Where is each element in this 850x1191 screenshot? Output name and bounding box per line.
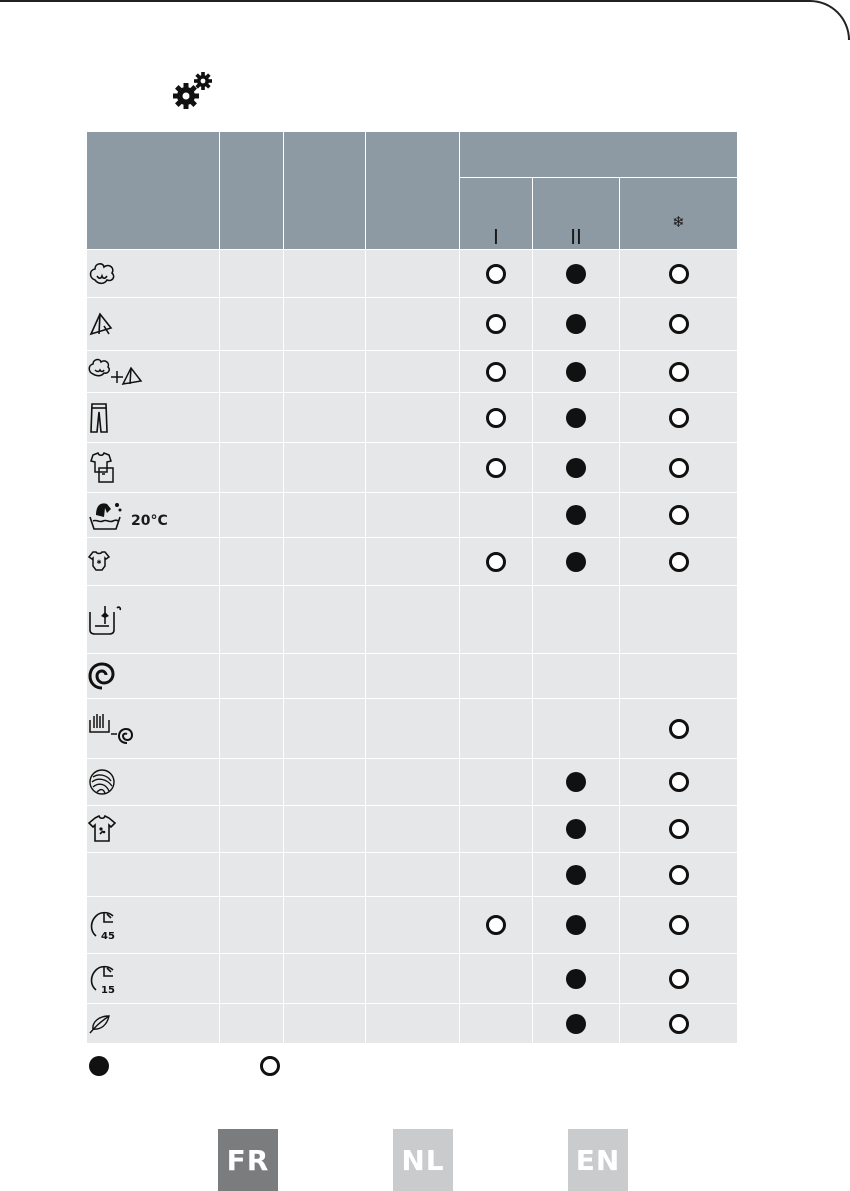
option-cell-3 — [620, 250, 738, 298]
option-cell-3 — [620, 298, 738, 351]
program-cell — [87, 759, 220, 806]
value-cell — [284, 493, 366, 538]
stained-shirt-icon — [87, 815, 117, 843]
filled-dot-mark — [566, 969, 586, 989]
ring-mark — [669, 772, 689, 792]
filled-dot-mark — [566, 362, 586, 382]
quick-45-icon — [87, 908, 121, 942]
value-cell — [284, 250, 366, 298]
header-option-2: II — [533, 178, 620, 250]
spin-icon — [87, 661, 117, 691]
ring-mark — [486, 552, 506, 572]
option-cell-1 — [460, 538, 533, 586]
table-row — [87, 759, 738, 806]
filled-dot-mark — [566, 408, 586, 428]
option-cell-2 — [533, 897, 620, 954]
value-cell — [284, 443, 366, 493]
hand-wash-icon — [87, 499, 127, 531]
value-cell — [220, 538, 284, 586]
ring-mark — [486, 314, 506, 334]
legend-filled — [89, 1056, 117, 1076]
option-cell-3 — [620, 954, 738, 1004]
option-cell-1 — [460, 393, 533, 443]
program-cell — [87, 250, 220, 298]
value-cell — [220, 443, 284, 493]
ring-mark — [486, 264, 506, 284]
value-cell — [220, 954, 284, 1004]
option-cell-1 — [460, 853, 533, 897]
value-cell — [366, 1004, 460, 1044]
header-col-2 — [220, 132, 284, 250]
option-cell-2 — [533, 853, 620, 897]
header-option-3: ❄ — [620, 178, 738, 250]
filled-dot-mark — [566, 1014, 586, 1034]
value-cell — [284, 1004, 366, 1044]
table-row — [87, 853, 738, 897]
option-cell-3 — [620, 538, 738, 586]
option-cell-2 — [533, 806, 620, 853]
option-cell-1 — [460, 1004, 533, 1044]
option-cell-2 — [533, 443, 620, 493]
ring-mark — [486, 362, 506, 382]
header-option-1: I — [460, 178, 533, 250]
option-cell-2 — [533, 393, 620, 443]
value-cell — [366, 759, 460, 806]
option-cell-2 — [533, 298, 620, 351]
value-cell — [366, 699, 460, 759]
table-row — [87, 351, 738, 393]
legend-ring — [260, 1056, 288, 1076]
table-row — [87, 806, 738, 853]
ring-mark — [486, 408, 506, 428]
option-cell-1 — [460, 443, 533, 493]
table-row — [87, 393, 738, 443]
filled-dot-mark — [566, 314, 586, 334]
option-cell-2 — [533, 1004, 620, 1044]
svg-text:45: 45 — [101, 931, 115, 942]
value-cell — [284, 351, 366, 393]
table-row — [87, 897, 738, 954]
program-label: 20°C — [131, 513, 168, 529]
option-cell-1 — [460, 654, 533, 699]
value-cell — [220, 586, 284, 654]
filled-dot-mark — [566, 772, 586, 792]
value-cell — [284, 298, 366, 351]
ring-mark — [486, 458, 506, 478]
value-cell — [366, 586, 460, 654]
program-cell — [87, 806, 220, 853]
ring-mark — [669, 314, 689, 334]
ring-mark — [669, 408, 689, 428]
table-row — [87, 493, 738, 538]
value-cell — [220, 250, 284, 298]
svg-text:15: 15 — [101, 984, 115, 996]
cotton-icon — [87, 260, 117, 288]
value-cell — [366, 538, 460, 586]
quick-15-icon — [87, 962, 121, 996]
value-cell — [366, 897, 460, 954]
option-cell-1 — [460, 586, 533, 654]
value-cell — [220, 897, 284, 954]
program-cell — [87, 586, 220, 654]
option-cell-2 — [533, 538, 620, 586]
program-cell — [87, 443, 220, 493]
value-cell — [220, 351, 284, 393]
ring-mark — [669, 264, 689, 284]
mixed-cotton-synthetic-icon — [87, 357, 145, 387]
table-row — [87, 654, 738, 699]
ring-mark — [669, 362, 689, 382]
program-cell — [87, 493, 220, 538]
ring-mark — [669, 969, 689, 989]
header-col-3 — [284, 132, 366, 250]
ring-mark — [669, 505, 689, 525]
value-cell — [366, 853, 460, 897]
lang-tab-en[interactable]: EN — [568, 1129, 628, 1191]
drain-spin-icon — [87, 712, 135, 746]
value-cell — [220, 853, 284, 897]
filled-dot-mark — [566, 552, 586, 572]
ring-mark — [669, 552, 689, 572]
value-cell — [284, 806, 366, 853]
wool-icon — [87, 767, 117, 797]
eco-feather-icon — [87, 1013, 113, 1035]
value-cell — [284, 759, 366, 806]
program-cell — [87, 853, 220, 897]
option-cell-3 — [620, 393, 738, 443]
filled-dot-mark — [566, 505, 586, 525]
option-cell-3 — [620, 699, 738, 759]
value-cell — [284, 538, 366, 586]
svg-text:✱: ✱ — [96, 558, 102, 566]
value-cell — [366, 250, 460, 298]
option-cell-1 — [460, 759, 533, 806]
option-cell-2 — [533, 699, 620, 759]
value-cell — [220, 806, 284, 853]
option-cell-2 — [533, 493, 620, 538]
option-cell-1 — [460, 351, 533, 393]
value-cell — [366, 443, 460, 493]
option-cell-3 — [620, 351, 738, 393]
value-cell — [284, 853, 366, 897]
filled-dot-mark — [566, 264, 586, 284]
table-row — [87, 443, 738, 493]
value-cell — [284, 654, 366, 699]
filled-dot-mark — [566, 915, 586, 935]
option-cell-3 — [620, 806, 738, 853]
header-options-group — [460, 132, 738, 178]
mixed-clothes-icon — [87, 452, 117, 484]
table-row — [87, 1004, 738, 1044]
value-cell — [366, 393, 460, 443]
program-cell — [87, 699, 220, 759]
value-cell — [366, 954, 460, 1004]
value-cell — [366, 298, 460, 351]
program-options-table — [86, 131, 738, 1044]
value-cell — [284, 393, 366, 443]
table-row — [87, 699, 738, 759]
value-cell — [366, 351, 460, 393]
program-cell — [87, 654, 220, 699]
ring-mark — [669, 865, 689, 885]
value-cell — [284, 699, 366, 759]
option-cell-1 — [460, 699, 533, 759]
value-cell — [220, 493, 284, 538]
header-program — [87, 132, 220, 250]
value-cell — [366, 493, 460, 538]
program-cell — [87, 1004, 220, 1044]
header-col-4 — [366, 132, 460, 250]
value-cell — [284, 954, 366, 1004]
option-cell-1 — [460, 806, 533, 853]
ring-mark — [669, 1014, 689, 1034]
ring-mark — [669, 915, 689, 935]
program-cell — [87, 298, 220, 351]
table-row — [87, 298, 738, 351]
ring-mark — [669, 719, 689, 739]
option-cell-2 — [533, 759, 620, 806]
option-cell-2 — [533, 586, 620, 654]
filled-dot-mark — [566, 458, 586, 478]
value-cell — [220, 699, 284, 759]
ring-mark — [486, 915, 506, 935]
program-cell — [87, 897, 220, 954]
option-cell-1 — [460, 250, 533, 298]
value-cell — [284, 586, 366, 654]
table-row — [87, 954, 738, 1004]
value-cell — [220, 1004, 284, 1044]
lang-tab-fr[interactable]: FR — [218, 1129, 278, 1191]
option-cell-3 — [620, 493, 738, 538]
value-cell — [366, 806, 460, 853]
ring-mark — [669, 458, 689, 478]
program-cell — [87, 538, 220, 586]
option-cell-3 — [620, 759, 738, 806]
option-cell-1 — [460, 298, 533, 351]
filled-dot-mark — [566, 819, 586, 839]
value-cell — [366, 654, 460, 699]
page-corner-line — [0, 0, 850, 40]
trousers-icon — [87, 402, 111, 434]
option-cell-3 — [620, 897, 738, 954]
value-cell — [284, 897, 366, 954]
option-cell-3 — [620, 654, 738, 699]
option-cell-3 — [620, 853, 738, 897]
option-cell-3 — [620, 586, 738, 654]
option-cell-2 — [533, 351, 620, 393]
gears-icon — [172, 70, 214, 112]
program-cell — [87, 393, 220, 443]
lang-tab-nl[interactable]: NL — [393, 1129, 453, 1191]
synthetic-icon — [87, 310, 117, 338]
option-cell-2 — [533, 954, 620, 1004]
rinse-softener-icon — [87, 604, 123, 636]
option-cell-1 — [460, 897, 533, 954]
option-cell-3 — [620, 1004, 738, 1044]
program-cell — [87, 954, 220, 1004]
table-row — [87, 538, 738, 586]
table-row — [87, 586, 738, 654]
option-cell-2 — [533, 250, 620, 298]
option-cell-1 — [460, 493, 533, 538]
value-cell — [220, 393, 284, 443]
value-cell — [220, 298, 284, 351]
option-cell-1 — [460, 954, 533, 1004]
filled-dot-mark — [566, 865, 586, 885]
ring-mark — [669, 819, 689, 839]
legend-filled-dot — [89, 1056, 109, 1076]
option-cell-2 — [533, 654, 620, 699]
table-row — [87, 250, 738, 298]
option-cell-3 — [620, 443, 738, 493]
value-cell — [220, 654, 284, 699]
value-cell — [220, 759, 284, 806]
legend-ring-dot — [260, 1056, 280, 1076]
program-cell — [87, 351, 220, 393]
baby-bodysuit-icon — [87, 550, 111, 574]
